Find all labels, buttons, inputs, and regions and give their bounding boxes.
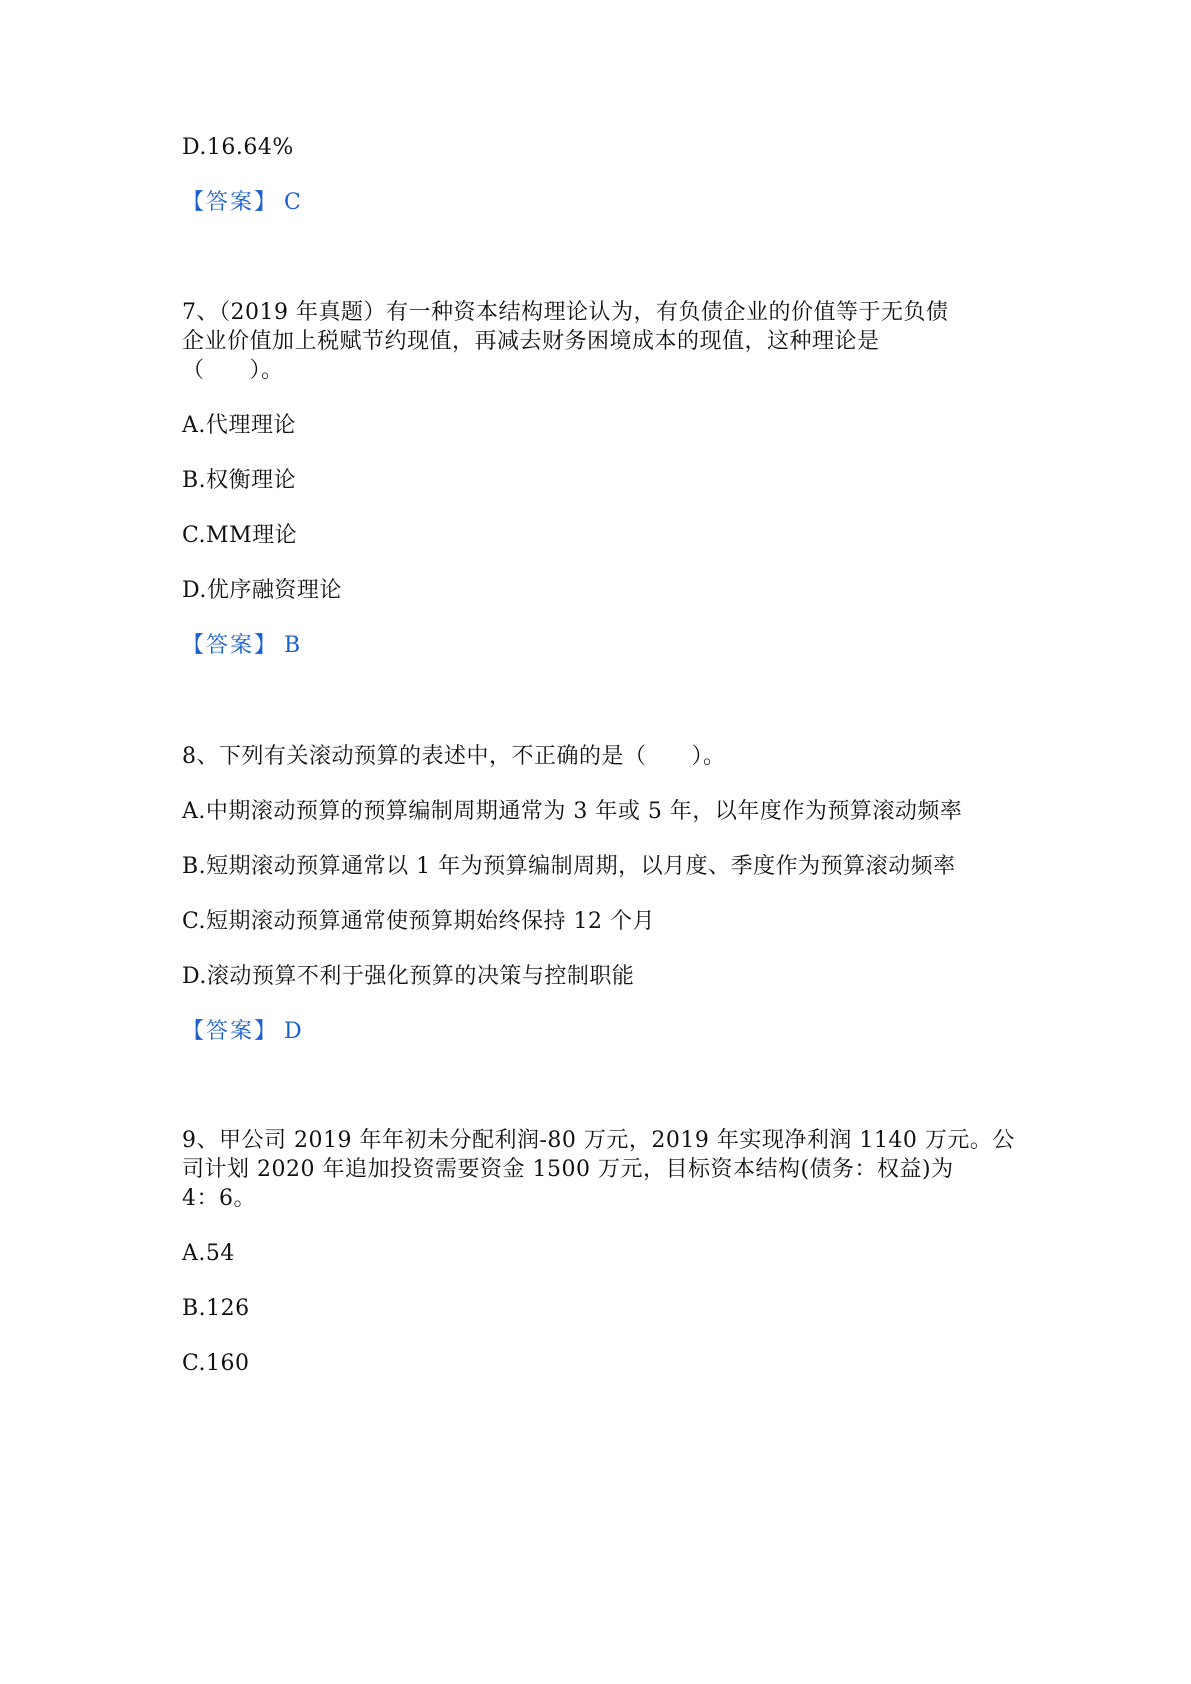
q9-option-c: C.160 [182,1351,250,1376]
q7-option-b: B.权衡理论 [182,468,297,493]
q8-option-d: D.滚动预算不利于强化预算的决策与控制职能 [182,964,635,989]
answer-value: D [284,1019,303,1044]
q8-option-b: B.短期滚动预算通常以 1 年为预算编制周期，以月度、季度作为预算滚动频率 [182,854,956,879]
q7-stem-line-2: 企业价值加上税赋节约现值，再减去财务困境成本的现值，这种理论是 [182,329,880,354]
q9-stem-line-1: 9、甲公司 2019 年年初未分配利润-80 万元，2019 年实现净利润 1140 万元。公 [182,1128,1015,1153]
prev-answer [182,188,301,218]
answer-tag: 【答案】 [182,190,279,215]
q7-stem-line-1: 7、（2019 年真题）有一种资本结构理论认为，有负债企业的价值等于无负债 [182,300,949,325]
q7-option-c: C.MM理论 [182,523,298,548]
q7-stem-line-3: （ ）。 [182,358,284,383]
q9-option-b: B.126 [182,1296,250,1321]
q8-option-a: A.中期滚动预算的预算编制周期通常为 3 年或 5 年，以年度作为预算滚动频率 [182,799,963,824]
answer-tag: 【答案】 [182,633,279,658]
q7-option-d: D.优序融资理论 [182,578,342,603]
q8-answer [182,1017,302,1047]
answer-value: B [284,633,301,658]
q9-stem-line-2: 司计划 2020 年追加投资需要资金 1500 万元，目标资本结构(债务：权益)为 [182,1157,954,1182]
q9-option-a: A.54 [182,1241,235,1266]
q8-option-c: C.短期滚动预算通常使预算期始终保持 12 个月 [182,909,656,934]
prev-option-d: D.16.64% [182,135,294,160]
answer-value: C [284,190,302,215]
q9-stem-line-3: 4：6。 [182,1186,256,1211]
q8-stem: 8、下列有关滚动预算的表述中，不正确的是（ ）。 [182,744,726,769]
q7-option-a: A.代理理论 [182,413,296,438]
q7-answer [182,631,301,661]
answer-tag: 【答案】 [182,1019,279,1044]
